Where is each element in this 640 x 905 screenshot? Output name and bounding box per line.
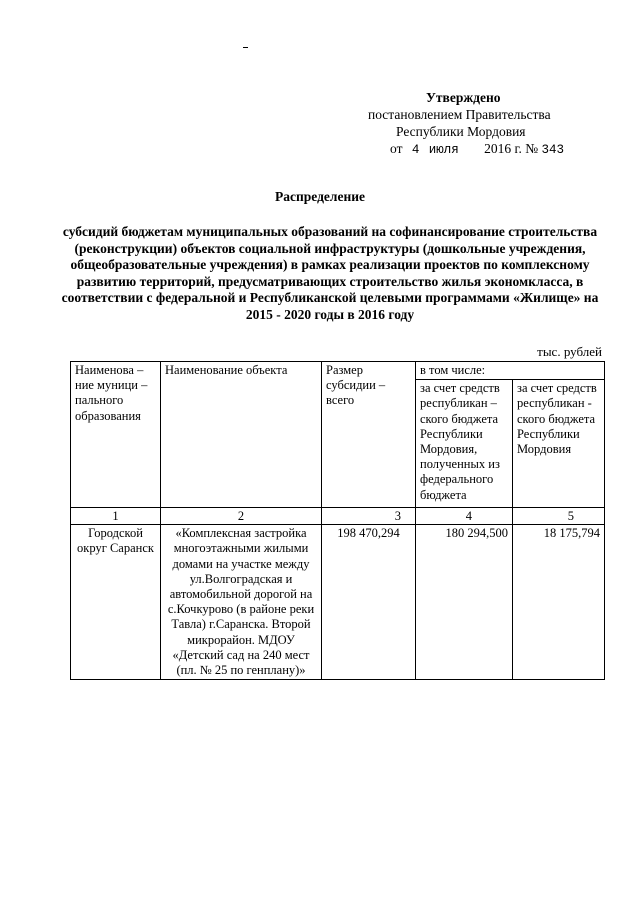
approval-decree: постановлением Правительства (368, 107, 551, 122)
table-row (71, 525, 605, 680)
cell-total: 198 470,294 (322, 525, 416, 680)
header-including: в том числе: (416, 362, 605, 380)
units-label: тыс. рублей (537, 344, 602, 359)
scan-speck (243, 47, 248, 48)
approval-year: 2016 г. № (484, 141, 539, 156)
column-number: 5 (513, 508, 605, 525)
column-numbers-row (71, 508, 605, 525)
header-municipality: Наименова – ние муници – пального образования (71, 362, 161, 508)
approval-block (364, 89, 594, 159)
cell-republic-fed: 180 294,500 (416, 525, 513, 680)
cell-republic: 18 175,794 (513, 525, 605, 680)
document-title: Распределение (274, 189, 366, 204)
approval-republic: Республики Мордовия (396, 124, 526, 139)
header-republic-fed: за счет средств республикан – ского бюджета Республики Мордовия, полученных из федерального бюджета (416, 380, 513, 508)
approval-number: 343 (541, 143, 565, 157)
column-number: 1 (71, 508, 161, 525)
column-number: 4 (416, 508, 513, 525)
header-total: Размер субсидии – всего (322, 362, 416, 508)
column-number: 3 (322, 508, 416, 525)
approval-from: от (390, 141, 403, 156)
approval-date-line (364, 140, 594, 159)
approval-day: 4 (411, 143, 420, 157)
approval-month: июля (428, 143, 459, 157)
approval-heading: Утверждено (426, 90, 501, 105)
document-subtitle: субсидий бюджетам муниципальных образований на софинансирование строительства (реконструкции) объектов социальной инфраструктуры (дошкольные учреждения, общеобразовательные учреждения) в рамках реализации проектов по комплексному развитию территорий, предусматривающих строительство жилья экономкласса, в соответствии с федеральной и Республиканской целевыми программами «Жилище» на 2015 - 2020 годы в 2016 году (61, 224, 599, 322)
header-object: Наименование объекта (161, 362, 322, 508)
cell-municipality: Городской округ Саранск (71, 525, 161, 680)
table-header-row (71, 362, 605, 380)
header-republic: за счет средств республикан - ского бюджета Республики Мордовия (513, 380, 605, 508)
cell-object: «Комплексная застройка многоэтажными жилыми домами на участке между ул.Волгоградская и автомобильной дорогой на с.Кочкурово (в районе реки Тавла) г.Саранска. Второй микрорайон. МДОУ «Детский сад на 240 мест (пл. № 25 по генплану)» (161, 525, 322, 680)
column-number: 2 (161, 508, 322, 525)
subsidy-table (70, 361, 605, 680)
